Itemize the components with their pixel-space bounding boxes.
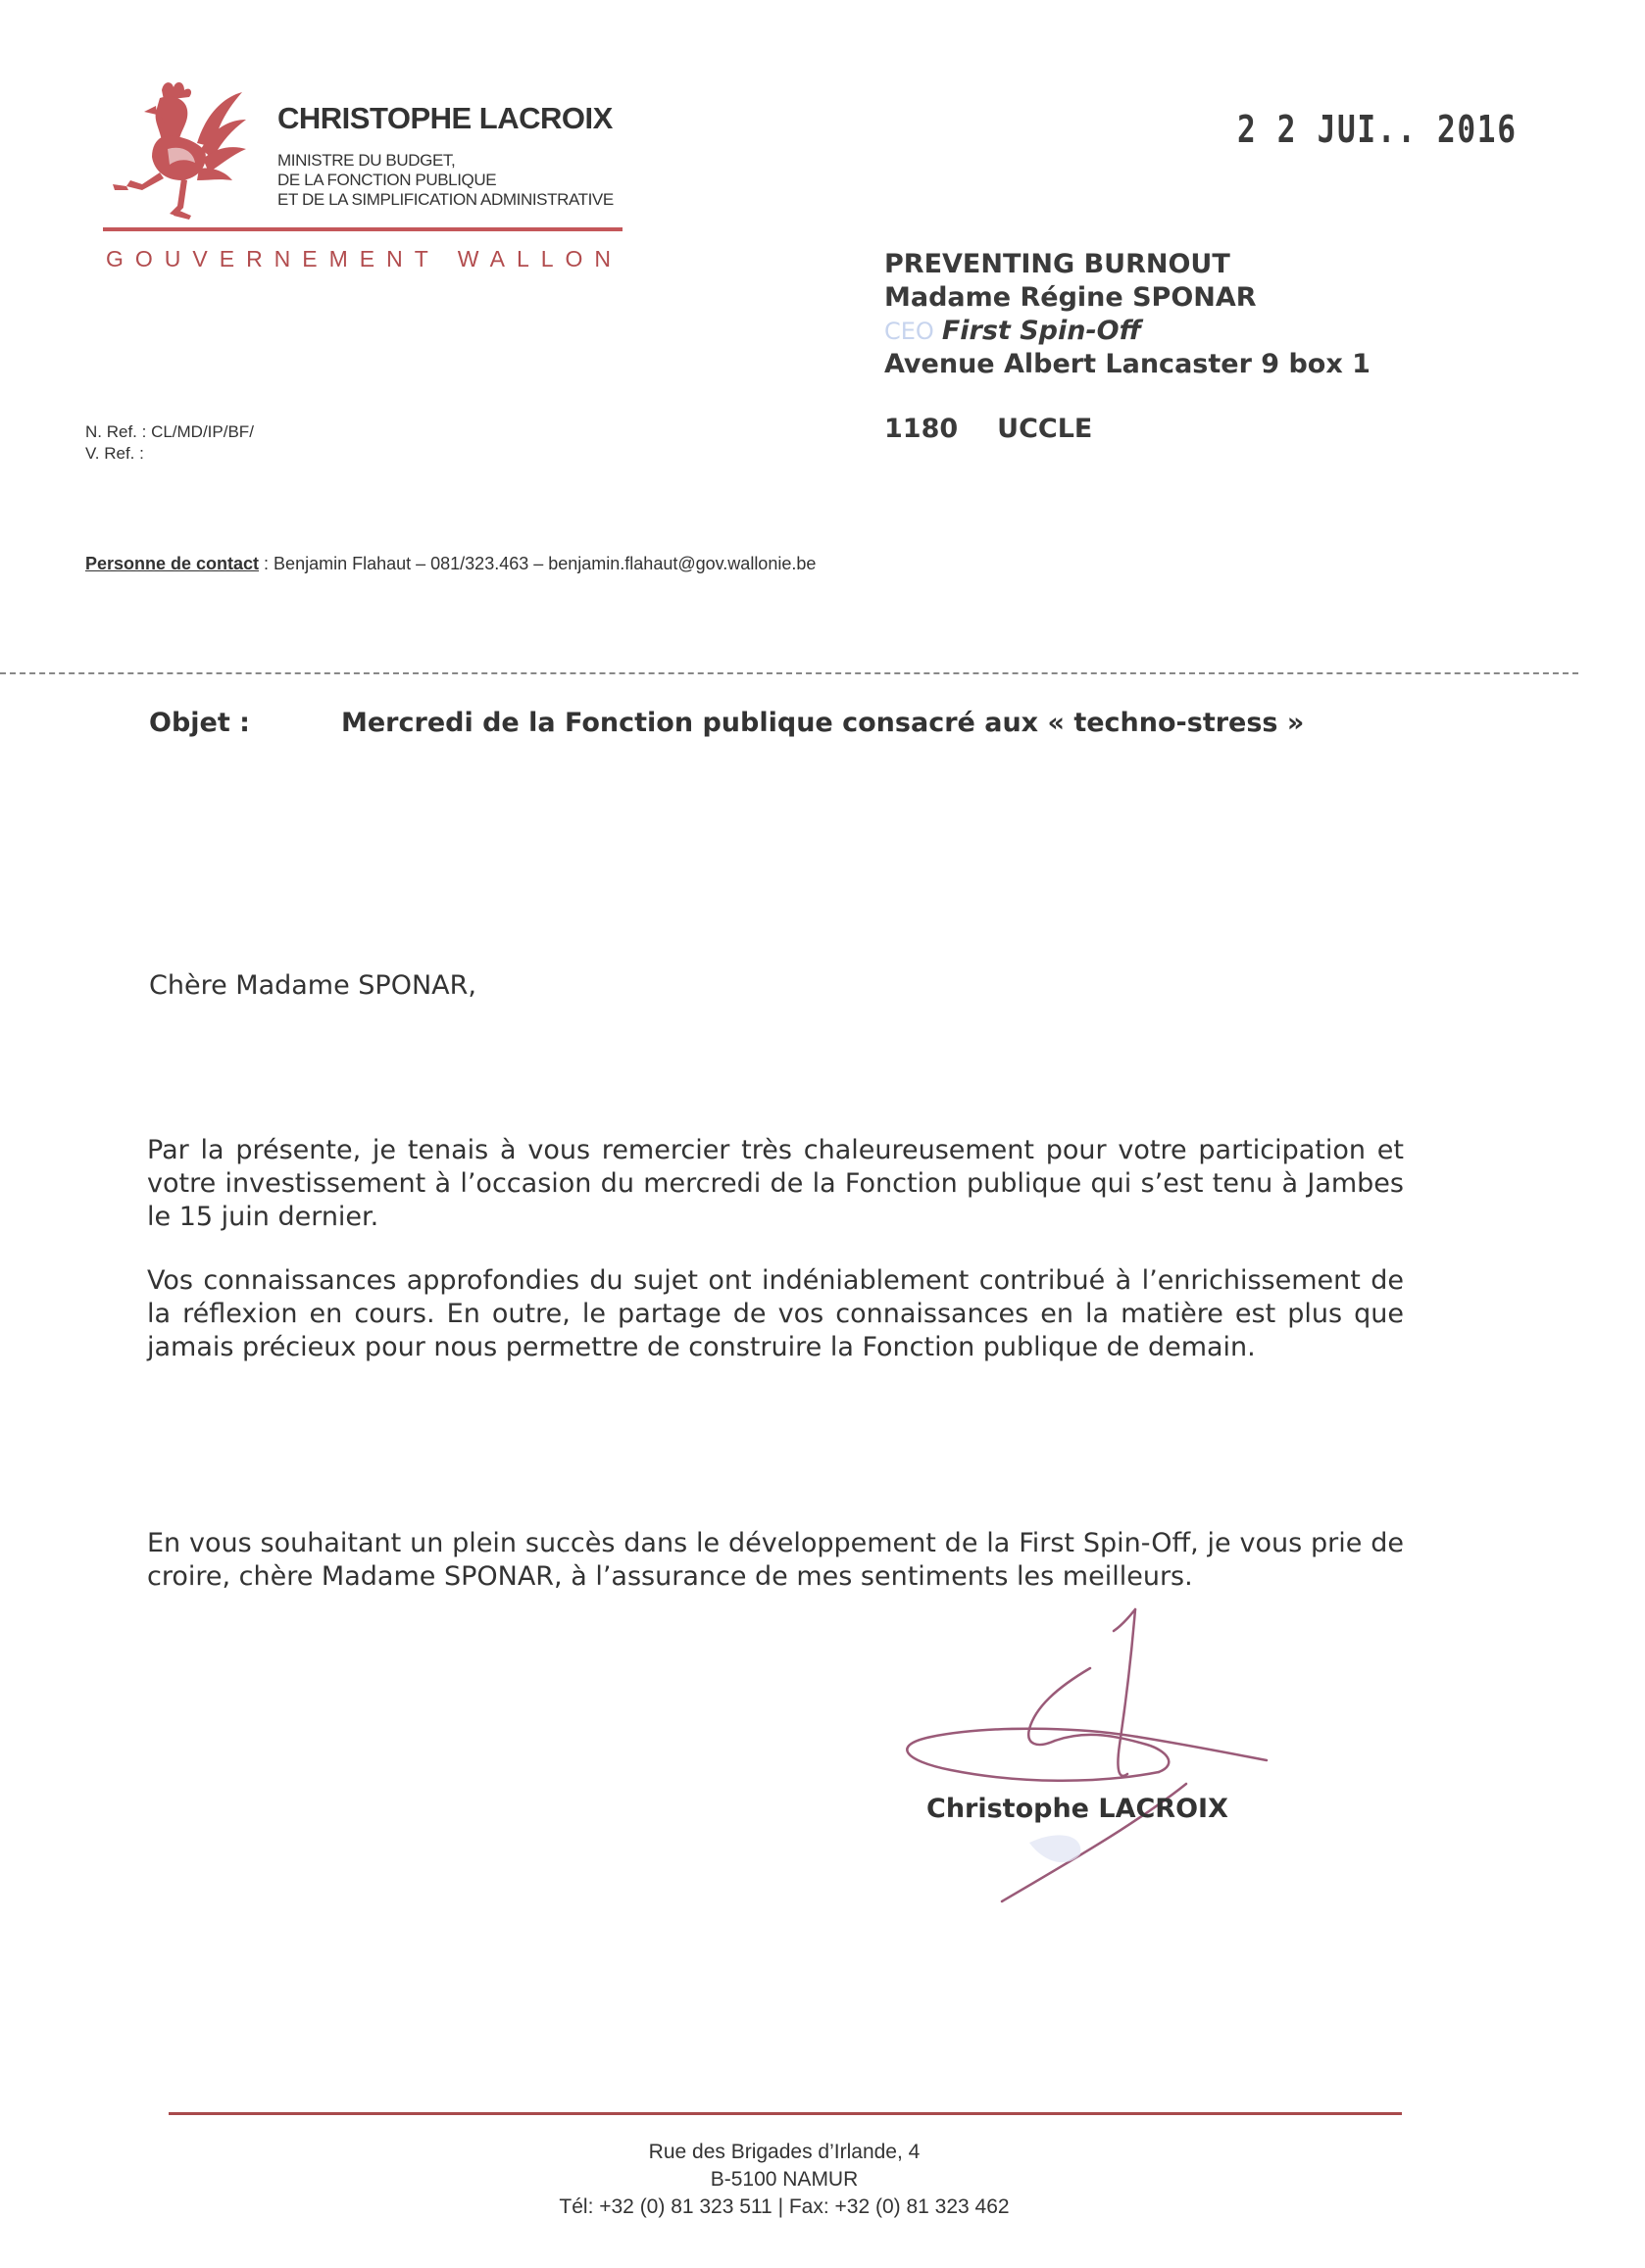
your-reference: V. Ref. : — [85, 444, 144, 463]
recipient-ceo-prefix: CEO — [884, 318, 934, 345]
recipient-company-line — [884, 315, 1371, 348]
minister-name: CHRISTOPHE LACROIX — [277, 101, 613, 135]
minister-title — [277, 151, 614, 210]
recipient-company: First Spin-Off — [941, 316, 1142, 346]
signatory-name: Christophe LACROIX — [926, 1794, 1228, 1824]
footer-street: Rue des Brigades d’Irlande, 4 — [648, 2141, 921, 2163]
recipient-city: UCCLE — [997, 414, 1093, 444]
minister-title-line: MINISTRE DU BUDGET, — [277, 151, 456, 170]
references — [85, 421, 254, 465]
minister-title-line: ET DE LA SIMPLIFICATION ADMINISTRATIVE — [277, 190, 614, 209]
body-paragraph: Vos connaissances approfondies du sujet ont indéniablement contribué à l’enrichissement de la réflexion en cours. En outre, le partage de vos connaissances en la matière est plus que jamais précieux pour nous permettre de construire la Fonction publique de demain. — [147, 1265, 1404, 1362]
footer-city: B-5100 NAMUR — [710, 2168, 859, 2191]
closing-paragraph: En vous souhaitant un plein succès dans le développement de la First Spin-Off, je vous prie de croire, chère Madame SPONAR, à l’assurance de mes sentiments les meilleurs. — [147, 1528, 1404, 1592]
contact-person — [85, 554, 816, 574]
recipient-name: Madame Régine SPONAR — [884, 282, 1257, 313]
body-paragraph: Par la présente, je tenais à vous remercier très chaleureusement pour votre participation et votre investissement à l’occasion du mercredi de la Fonction publique qui s’est tenu à Jambes le 15 juin dernier. — [147, 1135, 1404, 1232]
salutation: Chère Madame SPONAR, — [149, 970, 476, 1001]
footer-phone-fax: Tél: +32 (0) 81 323 511 | Fax: +32 (0) 81 323 462 — [559, 2195, 1010, 2218]
minister-title-line: DE LA FONCTION PUBLIQUE — [277, 171, 497, 189]
recipient-city-line — [884, 413, 1371, 446]
recipient-organization: PREVENTING BURNOUT — [884, 249, 1230, 279]
recipient-address — [884, 248, 1371, 446]
subject-label: Objet : — [149, 708, 250, 738]
letterhead-divider — [103, 227, 623, 231]
our-reference: N. Ref. : CL/MD/IP/BF/ — [85, 422, 254, 441]
header-separator — [0, 672, 1578, 674]
government-label: GOUVERNEMENT WALLON — [106, 246, 623, 271]
date-stamp: 2 2 JUI.. 2016 — [1237, 108, 1518, 151]
subject-text: Mercredi de la Fonction publique consacré aux « techno-stress » — [341, 708, 1305, 738]
wallonia-rooster-icon — [103, 78, 250, 223]
contact-details: : Benjamin Flahaut – 081/323.463 – benjamin.flahaut@gov.wallonie.be — [259, 554, 817, 573]
contact-label: Personne de contact — [85, 554, 260, 573]
recipient-street: Avenue Albert Lancaster 9 box 1 — [884, 349, 1371, 379]
footer-address — [490, 2139, 1078, 2221]
handwritten-signature — [863, 1598, 1274, 1921]
footer-divider — [169, 2112, 1402, 2115]
recipient-postal-code: 1180 — [884, 414, 959, 444]
